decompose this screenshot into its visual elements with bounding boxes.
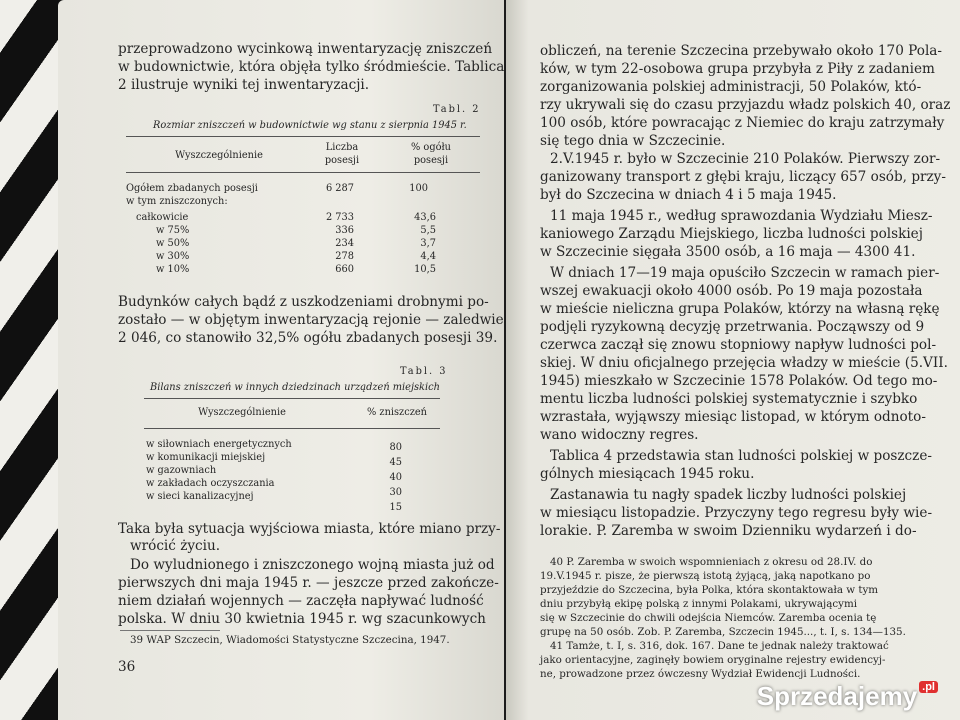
table-label: Tabl. 3	[400, 366, 448, 377]
text-line: w miesiącu listopadzie. Przyczyny tego regresu były wie-	[540, 505, 933, 521]
text-line: pierwszych dni maja 1945 r. — jeszcze przed zakończe-	[118, 575, 499, 591]
table-title: Bilans zniszczeń w innych dziedzinach urządzeń miejskich	[150, 382, 440, 393]
footnote-line: 41 Tamże, t. I, s. 316, dok. 167. Dane te jednak należy traktować	[550, 640, 889, 652]
text-line: wrócić życiu.	[130, 538, 221, 554]
row-label: w 30%	[156, 251, 190, 262]
text-line: skiej. W dniu oficjalnego przejęcia władzy w mieście (5.VII.	[540, 355, 948, 371]
row-pct: 40	[389, 472, 402, 483]
text-line: podjęli ryzykowną decyzję przetrwania. Począwszy od 9	[540, 319, 925, 335]
column-header: Liczba	[325, 142, 359, 153]
text-line: kaniowego Zarządu Miejskiego, liczba ludności polskiej	[540, 226, 923, 242]
text-line: 2 046, co stanowiło 32,5% ogółu zbadanych posesji 39.	[118, 330, 498, 346]
footnote-line: 19.V.1945 r. pisze, że pierwszą istotą żyjącą, jaką napotkano po	[540, 570, 871, 582]
footnote-line: się w Szczecinie do chwili odejścia Niemców. Zaremba ocenia tę	[540, 612, 877, 624]
watermark-tld: .pl	[919, 681, 938, 693]
row-label: w sieci kanalizacyjnej	[146, 491, 254, 502]
row-label: w siłowniach energetycznych	[146, 439, 292, 450]
text-line: W dniach 17—19 maja opuściło Szczecin w ramach pier-	[550, 265, 940, 281]
text-line: Taka była sytuacja wyjściowa miasta, które miano przy-	[118, 521, 501, 537]
footnote-line: przyjeździe do Szczecina, była Polka, która skontaktowała w tym	[540, 584, 879, 596]
row-pct: 10,5	[414, 264, 436, 275]
row-pct: 4,4	[420, 251, 436, 262]
footnote-39: 39 WAP Szczecin, Wiadomości Statystyczne Szczecina, 1947.	[130, 634, 450, 646]
row-pct: 100	[409, 183, 428, 194]
footnote-line: 40 P. Zaremba w swoich wspomnieniach z okresu od 28.IV. do	[550, 556, 873, 568]
row-label: w tym zniszczonych:	[126, 196, 228, 207]
text-line: polska. W dniu 30 kwietnia 1945 r. wg szacunkowych	[118, 611, 486, 627]
row-label: całkowicie	[136, 212, 189, 223]
page-number: 36	[118, 659, 136, 675]
row-count: 660	[335, 264, 354, 275]
footnote-line: jako orientacyjne, zaginęły bowiem oryginalne rejestry ewidencyj-	[540, 654, 886, 666]
text-line: Zastanawia tu nagły spadek liczby ludności polskiej	[550, 487, 907, 503]
row-label: w zakładach oczyszczania	[146, 478, 275, 489]
text-line: czerwca zaczął się znowu stopniowy napływ ludności pol-	[540, 337, 937, 353]
text-line: zorganizowania polskiej administracji, 50 Polaków, któ-	[540, 79, 922, 95]
footnote-line: grupę na 50 osób. Zob. P. Zaremba, Szczecin 1945..., t. I, s. 134—135.	[540, 626, 906, 638]
table-rule	[126, 172, 480, 173]
text-line: wszej ewakuacji około 4000 osób. Po 19 maja pozostała	[540, 283, 923, 299]
text-line: w mieście nieliczna grupa Polaków, którzy na własną rękę	[540, 301, 940, 317]
row-label: w komunikacji miejskiej	[146, 452, 266, 463]
text-line: Tablica 4 przedstawia stan ludności polskiej w poszcze-	[550, 448, 932, 464]
text-line: 11 maja 1945 r., według sprawozdania Wydziału Miesz-	[550, 208, 933, 224]
column-header: Wyszczególnienie	[175, 150, 263, 161]
text-line: wzrastała, wyjąwszy miesiąc listopad, w którym odnoto-	[540, 409, 926, 425]
text-line: Do wyludnionego i zniszczonego wojną miasta już od	[130, 557, 495, 573]
text-line: w budownictwie, która objęła tylko śródmieście. Tablica	[118, 59, 505, 75]
table-title: Rozmiar zniszczeń w budownictwie wg stanu z sierpnia 1945 r.	[153, 120, 467, 131]
column-header: posesji	[413, 155, 449, 166]
text-line: przeprowadzono wycinkową inwentaryzację zniszczeń	[118, 41, 493, 57]
watermark-brand: Sprzedajemy	[756, 681, 918, 711]
text-line: rzy ukrywali się do czasu przyjazdu władz polskich 40, oraz	[540, 97, 951, 113]
row-label: w 10%	[156, 264, 190, 275]
left-page	[58, 0, 504, 720]
table-rule	[126, 136, 480, 137]
row-pct: 80	[389, 442, 402, 453]
right-page	[506, 0, 960, 720]
footnote-line: ne, prowadzone przez ówczesny Wydział Ewidencji Ludności.	[540, 668, 861, 680]
text-line: zostało — w objętym inwentaryzacją rejonie — zaledwie	[118, 312, 504, 328]
text-line: 1945) mieszkało w Szczecinie 1578 Polaków. Od tego mo-	[540, 373, 938, 389]
text-line: 2 ilustruje wyniki tej inwentaryzacji.	[118, 77, 370, 93]
text-line: ganizowany transport z głębi kraju, liczący 657 osób, przy-	[540, 169, 946, 185]
text-line: był do Szczecina w dniach 4 i 5 maja 1945.	[540, 187, 837, 203]
row-pct: 5,5	[420, 225, 436, 236]
footnote-line: dniu przybyłą ekipę polską z innymi Polakami, ukrywającymi	[540, 598, 858, 610]
row-pct: 45	[389, 457, 402, 468]
text-line: wano widoczny regres.	[540, 427, 699, 443]
text-line: obliczeń, na terenie Szczecina przebywało około 170 Pola-	[540, 43, 942, 59]
text-line: się tego dnia w Szczecinie.	[540, 133, 726, 149]
row-label: w 75%	[156, 225, 190, 236]
column-header: % zniszczeń	[367, 407, 427, 418]
row-label: Ogółem zbadanych posesji	[126, 183, 258, 194]
row-count: 336	[335, 225, 354, 236]
text-line: w Szczecinie sięgała 3500 osób, a 16 maja — 4300 41.	[540, 244, 916, 260]
text-line: ków, w tym 22-osobowa grupa przybyła z Piły z zadaniem	[540, 61, 935, 77]
table-rule	[144, 398, 440, 399]
text-line: 100 osób, które powracając z Niemiec do kraju zatrzymały	[540, 115, 945, 131]
text-line: mentu liczba ludności polskiej systematycznie i szybko	[540, 391, 918, 407]
row-count: 6 287	[325, 183, 354, 194]
text-line: lorakie. P. Zaremba w swoim Dzienniku wydarzeń i do-	[540, 523, 917, 539]
column-header: Wyszczególnienie	[198, 407, 286, 418]
row-pct: 43,6	[414, 212, 436, 223]
text-line: Budynków całych bądź z uszkodzeniami drobnymi po-	[118, 294, 489, 310]
row-count: 278	[335, 251, 354, 262]
row-label: w 50%	[156, 238, 190, 249]
row-count: 2 733	[325, 212, 354, 223]
table-rule	[144, 428, 440, 429]
footnote-rule	[120, 630, 220, 631]
row-pct: 15	[389, 502, 402, 513]
column-header: posesji	[324, 155, 360, 166]
row-label: w gazowniach	[146, 465, 217, 476]
text-line: gólnych miesiącach 1945 roku.	[540, 466, 755, 482]
column-header: % ogółu	[411, 142, 451, 153]
table-label: Tabl. 2	[433, 104, 481, 115]
text-line: niem działań wojennych — zaczęła napływać ludność	[118, 593, 484, 609]
row-count: 234	[335, 238, 354, 249]
row-pct: 3,7	[420, 238, 436, 249]
row-pct: 30	[389, 487, 402, 498]
watermark-logo	[757, 681, 938, 712]
text-line: 2.V.1945 r. było w Szczecinie 210 Polaków. Pierwszy zor-	[550, 151, 941, 167]
